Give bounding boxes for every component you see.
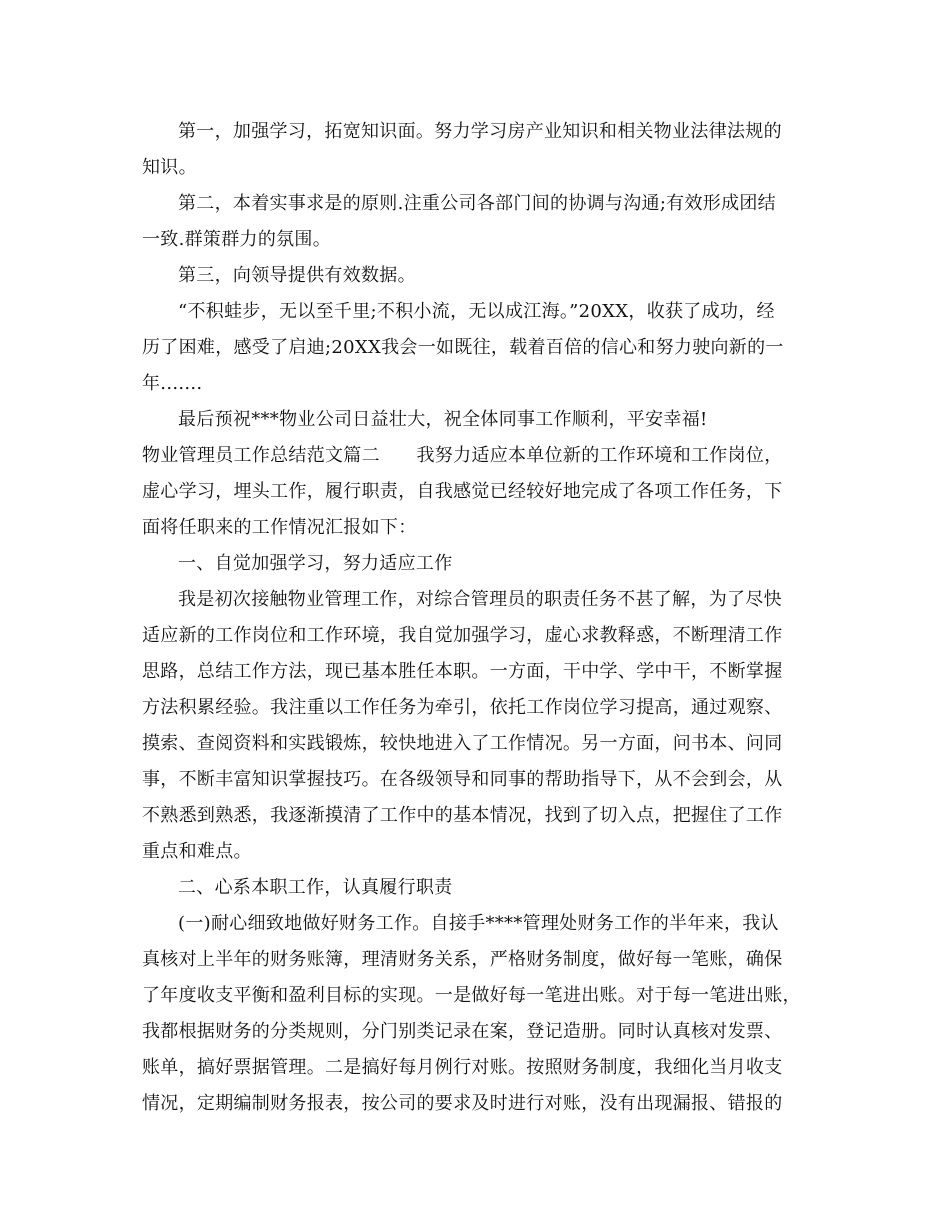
paragraph-line: 适应新的工作岗位和工作环境，我自觉加强学习，虚心求教释惑，不断理清工作	[142, 625, 783, 646]
paragraph-line: 不熟悉到熟悉，我逐渐摸清了工作中的基本情况，找到了切入点，把握住了工作	[142, 805, 783, 826]
paragraph-line: 我都根据财务的分类规则，分门别类记录在案，登记造册。同时认真核对发票、	[142, 1021, 783, 1042]
paragraph-line: 面将任职来的工作情况汇报如下：	[142, 517, 417, 538]
paragraph-line: 一致.群策群力的氛围。	[142, 229, 332, 250]
paragraph-line: 重点和难点。	[142, 841, 252, 862]
paragraph-line: 摸索、查阅资料和实践锻炼，较快地进入了工作情况。另一方面，问书本、问同	[142, 733, 783, 754]
paragraph-line: 虚心学习，埋头工作，履行职责，自我感觉已经较好地完成了各项工作任务，下	[142, 481, 783, 502]
heading-line: 一、自觉加强学习，努力适应工作	[178, 553, 453, 574]
paragraph-line: 情况，定期编制财务报表，按公司的要求及时进行对账，没有出现漏报、错报的	[142, 1093, 783, 1114]
section-title-line: 物业管理员工作总结范文篇二 我努力适应本单位新的工作环境和工作岗位，	[142, 445, 783, 466]
paragraph-line: 历了困难，感受了启迪;20XX我会一如既往，载着百倍的信心和努力驶向新的一	[142, 337, 784, 358]
paragraph-line: 知识。	[142, 157, 197, 178]
paragraph-line: (一)耐心细致地做好财务工作。自接手****管理处财务工作的半年来，我认	[178, 913, 779, 934]
paragraph-line: 我是初次接触物业管理工作，对综合管理员的职责任务不甚了解，为了尽快	[178, 589, 782, 610]
paragraph-line: 方法积累经验。我注重以工作任务为牵引，依托工作岗位学习提高，通过观察、	[142, 697, 783, 718]
paragraph-line: 思路，总结工作方法，现已基本胜任本职。一方面，干中学、学中干，不断掌握	[142, 661, 783, 682]
paragraph-line: 第三，向领导提供有效数据。	[178, 265, 416, 286]
paragraph-line: 最后预祝***物业公司日益壮大，祝全体同事工作顺利，平安幸福!	[178, 409, 708, 430]
paragraph-line: 真核对上半年的财务账簿，理清财务关系，严格财务制度，做好每一笔账，确保	[142, 949, 783, 970]
paragraph-line: 第一，加强学习，拓宽知识面。努力学习房产业知识和相关物业法律法规的	[178, 121, 782, 142]
paragraph-line: 账单，搞好票据管理。二是搞好每月例行对账。按照财务制度，我细化当月收支	[142, 1057, 783, 1078]
heading-line: 二、心系本职工作，认真履行职责	[178, 877, 453, 898]
paragraph-line: 年.......	[142, 373, 203, 394]
paragraph-line: 第二，本着实事求是的原则.注重公司各部门间的协调与沟通;有效形成团结	[178, 193, 776, 214]
paragraph-line: 了年度收支平衡和盈利目标的实现。一是做好每一笔进出账。对于每一笔进出账，	[142, 985, 801, 1006]
paragraph-line: 事，不断丰富知识掌握技巧。在各级领导和同事的帮助指导下，从不会到会，从	[142, 769, 783, 790]
paragraph-line: “不积蛙步，无以至千里;不积小流，无以成江海。”20XX，收获了成功，经	[178, 301, 775, 322]
